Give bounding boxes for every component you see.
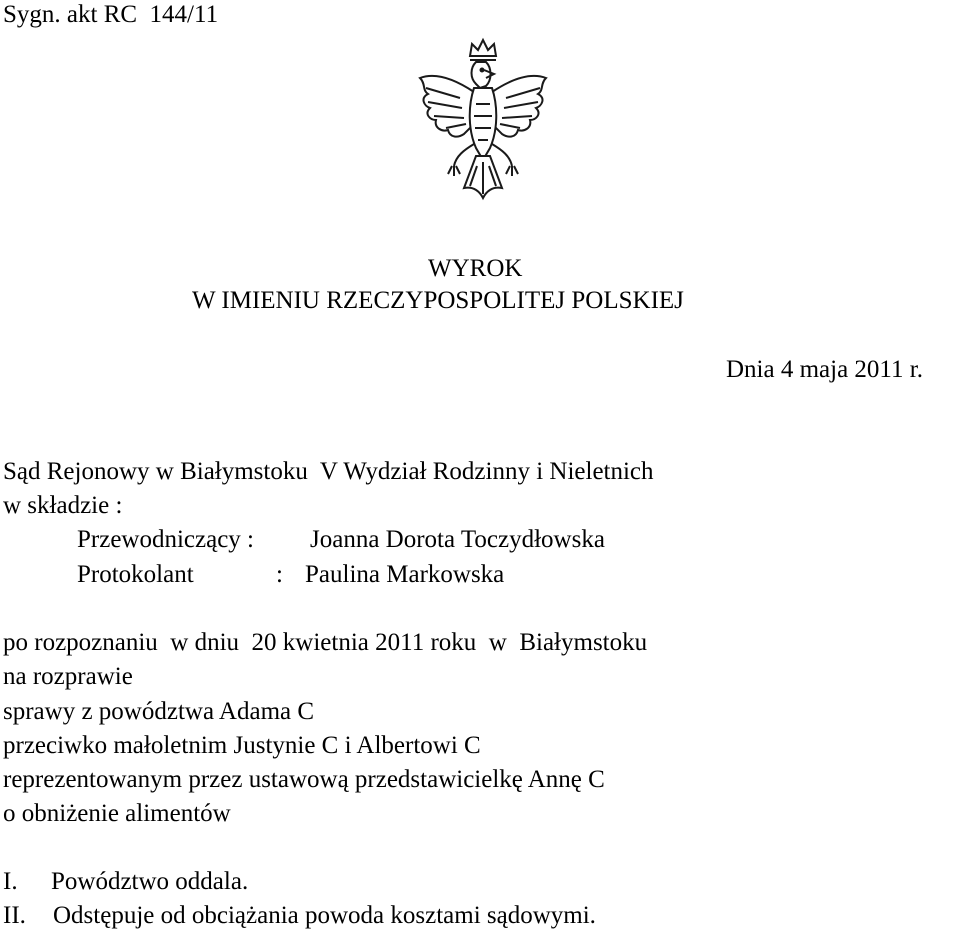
representative-line: reprezentowanym przez ustawową przedstawicielkę Annę C [3,766,605,793]
case-number: Sygn. akt RC 144/11 [3,1,219,28]
case-subject: o obniżenie alimentów [3,800,231,827]
court-clerk-colon: : [276,561,283,588]
ruling-number: I. [3,868,18,895]
presiding-judge-name: Joanna Dorota Toczydłowska [310,526,605,553]
defendants-line: przeciwko małoletnim Justynie C i Albertowi C [3,732,481,759]
judgment-date: Dnia 4 maja 2011 r. [726,356,923,383]
judgment-subtitle: W IMIENIU RZECZYPOSPOLITEJ POLSKIEJ [192,287,684,314]
court-clerk-label: Protokolant [77,561,194,588]
judgment-title: WYROK [428,255,523,282]
ruling-text: Powództwo oddala. [51,868,249,895]
hearing-details: po rozpoznaniu w dniu 20 kwietnia 2011 roku w Białymstoku [3,629,648,656]
plaintiff-line: sprawy z powództwa Adama C [3,698,315,725]
presiding-judge-label: Przewodniczący : [77,526,255,553]
ruling-number: II. [3,902,26,929]
ruling-text: Odstępuje od obciążania powoda kosztami sądowymi. [53,902,596,929]
court-clerk-name: Paulina Markowska [305,561,505,588]
composition-label: w składzie : [3,492,123,519]
polish-eagle-emblem-icon [400,26,566,216]
hearing-type: na rozprawie [3,663,133,690]
court-name: Sąd Rejonowy w Białymstoku V Wydział Rodzinny i Nieletnich [3,458,654,485]
